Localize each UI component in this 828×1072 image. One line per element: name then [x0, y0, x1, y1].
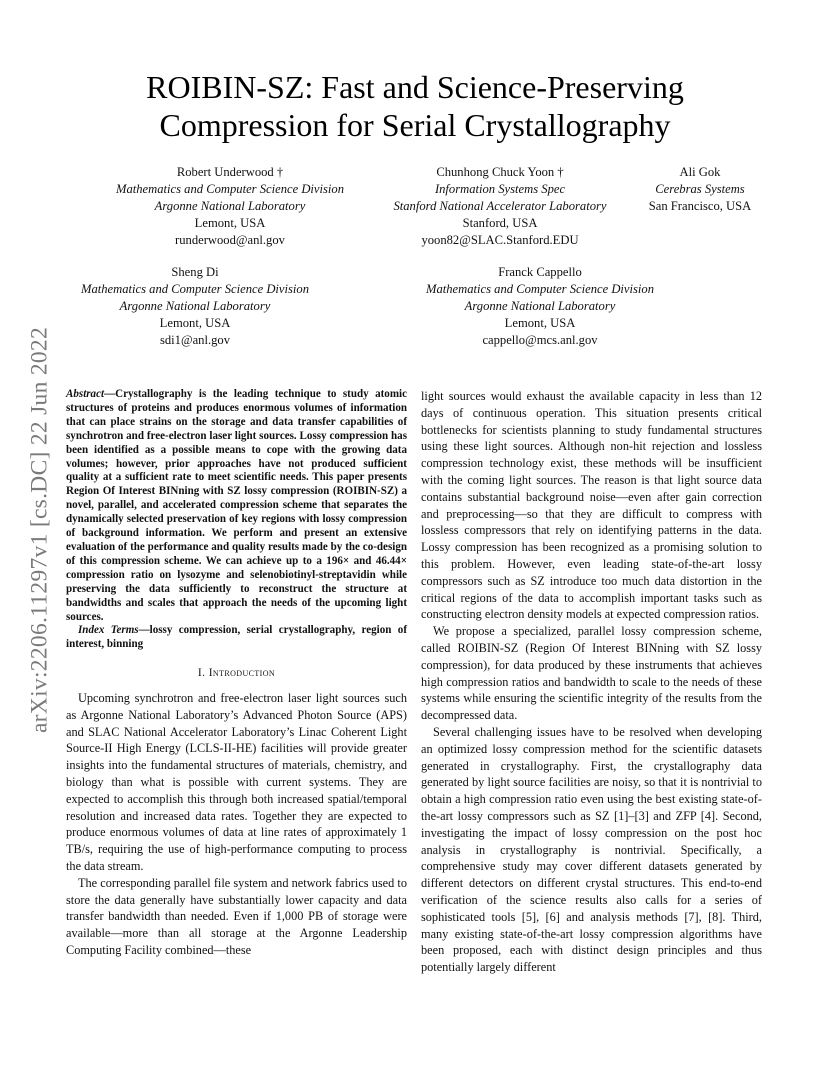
author-location: Stanford, USA [462, 216, 538, 230]
arxiv-identifier: arXiv:2206.11297v1 [cs.DC] 22 Jun 2022 [26, 326, 53, 734]
author-affiliation: Argonne National Laboratory [464, 299, 616, 313]
author-affiliation: Argonne National Laboratory [154, 199, 306, 213]
index-terms-text: —lossy compression, serial crystallography, region of interest, binning [66, 624, 407, 651]
abstract-label: Abstract [66, 388, 105, 400]
right-paragraph-1: light sources would exhaust the available capacity in less than 12 days of continuous operation. This situation presents critical bottlenecks for scientists planning to study fundamental structures using these light sources. Although non-hit rejection and lossless compression technology exist, these methods will be insufficient with the coming light sources. The reason is that light source data contains substantial background noise—even after gain correction and preprocessing—so that they are difficult to compress with lossless compressors that rely on identifying patterns in the data. Lossy compression has been recognized as a promising solution to this problem. However, even leading state-of-the-art lossy compressors such as SZ introduce too much data distortion in the critical regions of the data to accomplish important tasks such as constructing electron density models at expected compression ratios. [421, 389, 762, 622]
author-affiliation: Stanford National Accelerator Laboratory [393, 199, 607, 213]
left-column [66, 388, 407, 959]
abstract-text: —Crystallography is the leading technique to study atomic structures of proteins and produces enormous volumes of information that can place strains on the storage and data transfer capabilities of synchrotron and free-electron laser light sources. Lossy compression has been identified as a possible means to cope with the growing data volumes; however, prior approaches have not produced sufficient quality at a sufficient rate to meet scientific needs. This paper presents Region Of Interest BINning with SZ lossy compression (ROIBIN-SZ) a novel, parallel, and accelerated compression scheme that separates the dynamically selected preservation of key regions with lossy compression of background information. We perform and present an extensive evaluation of the performance and quality results made by the co-design of this compression scheme. We can achieve up to a 196× and 46.44× compression ratio on lysozyme and selenobiotinyl-streptavidin while preserving the data sufficiently to reconstruct the structure at bandwidths and scales that approach the needs of the upcoming light sources. [66, 388, 407, 623]
author-affiliation: Mathematics and Computer Science Division [80, 282, 310, 296]
author-block-underwood [90, 164, 370, 249]
author-name: Robert Underwood † [176, 165, 284, 179]
section-title: Introduction [208, 667, 276, 680]
intro-paragraph-1: Upcoming synchrotron and free-electron laser light sources such as Argonne National Laboratory’s Advanced Photon Source (APS) and SLAC National Accelerator Laboratory’s Linac Coherent Light Source-II High Energy (LCLS-II-HE) facilities will provide greater insights into the fundamental structures of materials, chemistry, and biology than what is possible with current systems. They are expected to accomplish this through both increased spatial/temporal resolution and increased data rates. Together they are expected to produce enormous volumes of data at line rates of approximately 1 TB/s, requiring the use of high-performance computing to process the data stream. [66, 691, 407, 873]
section-heading-introduction [66, 665, 407, 682]
index-terms [66, 624, 407, 652]
author-email: yoon82@SLAC.Stanford.EDU [421, 233, 579, 247]
author-email: cappello@mcs.anl.gov [482, 333, 598, 347]
right-paragraph-3: Several challenging issues have to be resolved when developing an optimized lossy compression method for the scientific datasets generated in crystallography. First, the crystallography data generated by light source facilities are noisy, so that it is nontrivial to obtain a high compression ratio even using the best existing state-of-the-art lossy compressors such as SZ [1]–[3] and ZFP [4]. Second, investigating the impact of lossy compression on the post hoc analysis in crystallography is nontrivial. Specifically, a comprehensive study may cover different datasets generated by different detectors on different crystal structures. This end-to-end verification of the science results also calls for a series of sophisticated tools [5], [6] and analysis methods [7], [8]. Third, many existing state-of-the-art lossy compression algorithms have been proposed, each with distinct design principles and thus potentially largely different [421, 724, 762, 975]
author-location: Lemont, USA [504, 316, 576, 330]
author-name: Chunhong Chuck Yoon † [436, 165, 564, 179]
index-terms-label: Index Terms [78, 624, 139, 637]
author-location: San Francisco, USA [648, 199, 752, 213]
author-block-gok [640, 164, 760, 215]
author-affiliation: Mathematics and Computer Science Division [115, 182, 345, 196]
author-block-di [55, 264, 335, 349]
intro-paragraph-2: The corresponding parallel file system and network fabrics used to store the data generally have substantially lower capacity and data transfer bandwidth than needed. Even if 1,000 PB of storage were available—more than all storage at the Argonne Leadership Computing Facility combined—these [66, 875, 407, 957]
author-location: Lemont, USA [194, 216, 266, 230]
author-name: Franck Cappello [498, 265, 582, 279]
section-number: I. [197, 667, 209, 680]
author-email: sdi1@anl.gov [159, 333, 231, 347]
right-paragraph-2: We propose a specialized, parallel lossy compression scheme, called ROIBIN-SZ (Region Of Interest BINning with SZ lossy compression), for data produced by these instruments that achieves high compression ratios and bandwidth to scale to the needs of these systems while ensuring the scientific integrity of the results from the decompressed data. [421, 624, 762, 723]
author-name: Sheng Di [171, 265, 219, 279]
paper-title [90, 68, 740, 144]
author-affiliation: Cerebras Systems [655, 182, 745, 196]
right-column [421, 388, 762, 976]
arxiv-sidebar [18, 290, 62, 770]
title-line-2: Compression for Serial Crystallography [159, 107, 671, 143]
abstract [66, 388, 407, 624]
author-location: Lemont, USA [159, 316, 231, 330]
author-affiliation: Mathematics and Computer Science Division [425, 282, 655, 296]
author-email: runderwood@anl.gov [175, 233, 285, 247]
author-name: Ali Gok [679, 165, 721, 179]
author-block-yoon [380, 164, 620, 249]
title-line-1: ROIBIN-SZ: Fast and Science-Preserving [146, 69, 684, 105]
author-block-cappello [395, 264, 685, 349]
author-affiliation: Argonne National Laboratory [119, 299, 271, 313]
author-affiliation: Information Systems Spec [434, 182, 566, 196]
